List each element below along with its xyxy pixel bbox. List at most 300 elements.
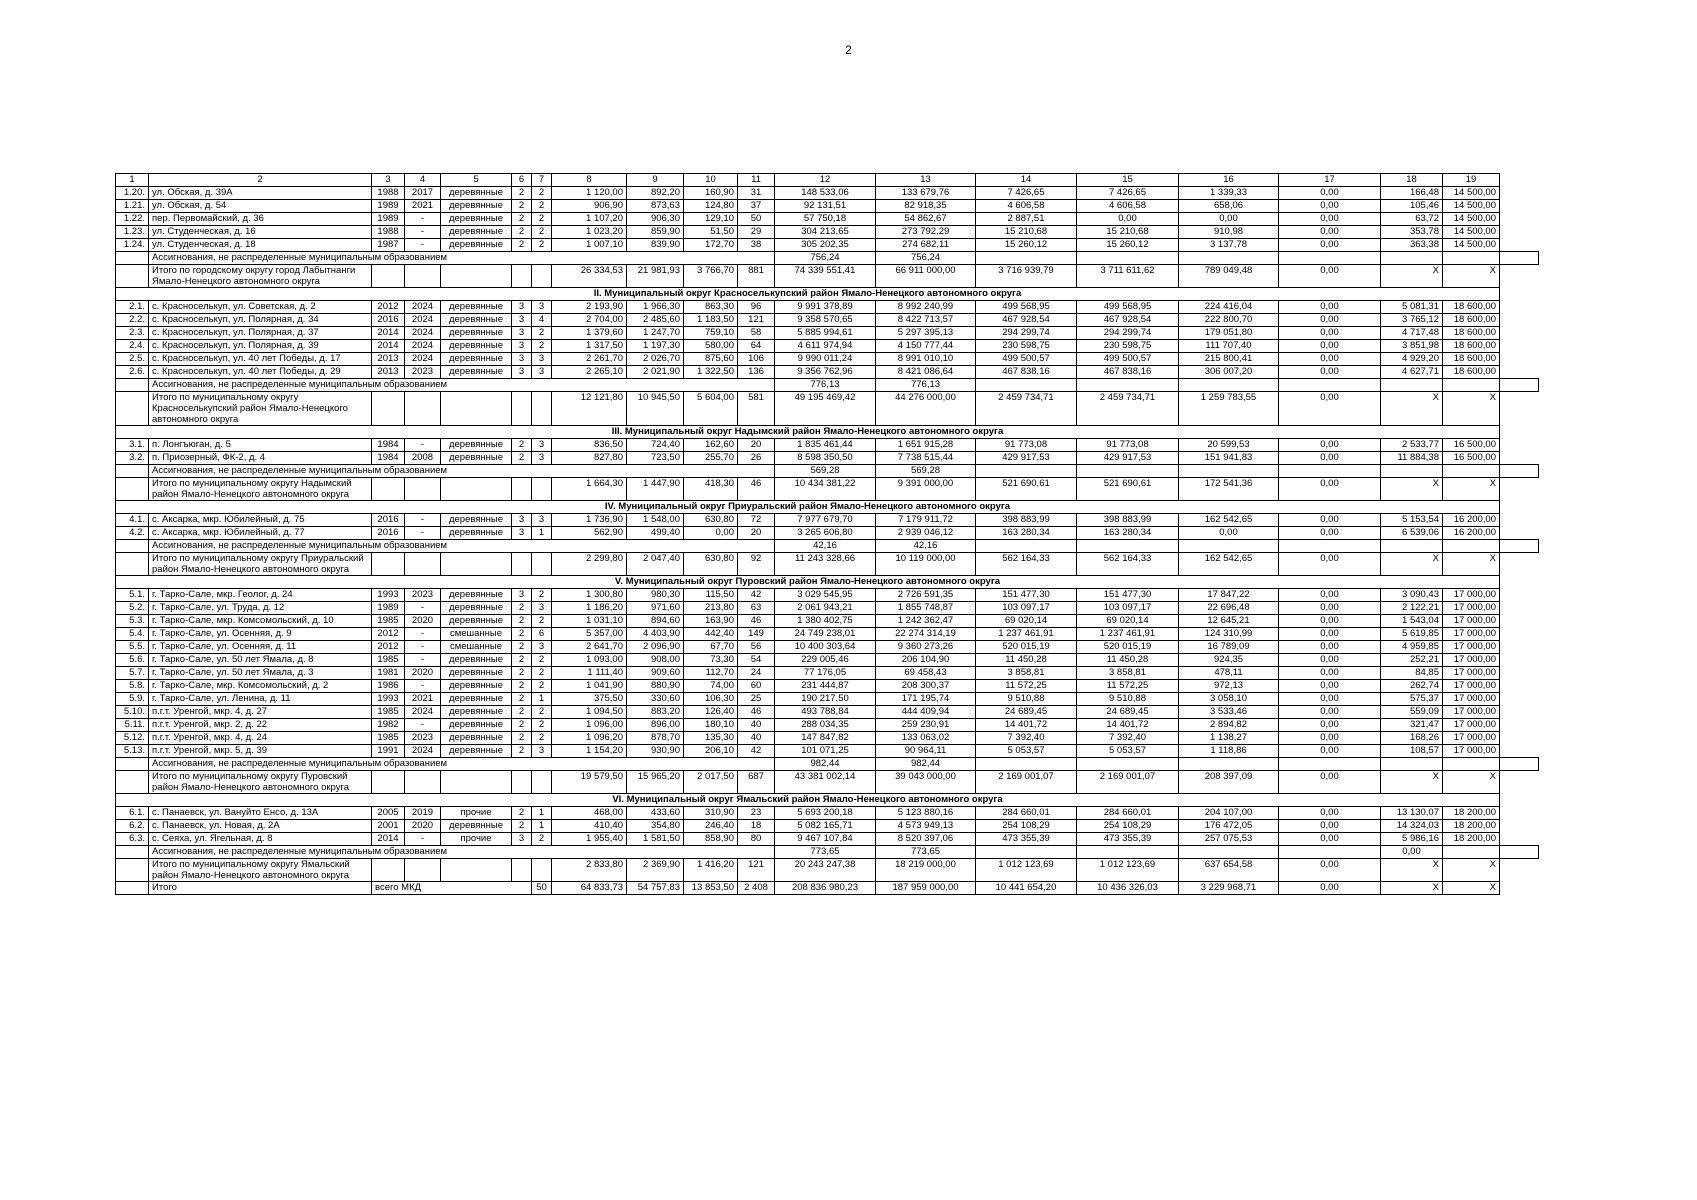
table-cell: 971,60	[627, 602, 684, 615]
table-cell: 2	[532, 833, 552, 846]
table-cell: 31	[738, 187, 775, 200]
table-cell: 2	[512, 680, 532, 693]
section-title: V. Муниципальный округ Пуровский район Ямало-Ненецкого автономного округа	[116, 576, 1500, 589]
subtotal-cell: 3 766,70	[684, 265, 738, 288]
table-cell: 17 000,00	[1443, 706, 1500, 719]
table-cell: 2	[512, 602, 532, 615]
table-row	[116, 514, 1539, 527]
table-cell: 499 500,57	[976, 353, 1077, 366]
column-number-header: 12	[775, 174, 876, 187]
table-cell: 2.2.	[116, 314, 149, 327]
table-cell: 10 400 303,64	[775, 641, 876, 654]
table-cell: 4 929,20	[1381, 353, 1443, 366]
table-cell: 42	[738, 745, 775, 758]
table-cell: пер. Первомайский, д. 36	[149, 213, 372, 226]
table-cell: 91 773,08	[1077, 439, 1179, 452]
table-cell: 5.5.	[116, 641, 149, 654]
table-cell	[441, 265, 512, 288]
table-cell: 22 696,48	[1179, 602, 1279, 615]
table-cell: 1 237 461,91	[976, 628, 1077, 641]
table-cell: деревянные	[441, 353, 512, 366]
table-cell	[1279, 252, 1381, 265]
table-cell: 467 928,54	[1077, 314, 1179, 327]
table-cell: 2023	[405, 366, 441, 379]
table-cell: 0,00	[1279, 602, 1381, 615]
table-cell: 64	[738, 340, 775, 353]
table-row	[116, 745, 1539, 758]
subtotal-label: Итого по городскому округу город Лабытнанги Ямало-Ненецкого автономного округа	[149, 265, 372, 288]
housing-program-table	[115, 173, 1539, 895]
table-cell: 1.23.	[116, 226, 149, 239]
table-cell: 1 031,10	[552, 615, 627, 628]
section-title-row	[116, 794, 1539, 807]
table-cell: 1981	[372, 667, 405, 680]
table-cell: 80	[738, 833, 775, 846]
table-row	[116, 706, 1539, 719]
table-cell: 3	[512, 366, 532, 379]
table-cell: 0,00	[1279, 213, 1381, 226]
table-cell: 206 104,90	[876, 654, 976, 667]
unallocated-appropriations-row	[116, 540, 1539, 553]
table-cell: 3	[532, 353, 552, 366]
table-cell: деревянные	[441, 602, 512, 615]
table-cell	[976, 846, 1077, 859]
table-cell: 5.13.	[116, 745, 149, 758]
table-cell: 2017	[405, 187, 441, 200]
table-cell: с. Панаевск, ул. Новая, д. 2А	[149, 820, 372, 833]
table-cell	[1500, 252, 1539, 265]
section-title: IV. Муниципальный округ Приуральский район Ямало-Ненецкого автономного округа	[116, 501, 1500, 514]
table-cell: 7 426,65	[976, 187, 1077, 200]
table-cell: 773,65	[775, 846, 876, 859]
table-cell	[441, 859, 512, 882]
table-cell: 58	[738, 327, 775, 340]
table-cell: деревянные	[441, 820, 512, 833]
table-cell	[116, 758, 149, 771]
table-cell: с. Красноселькуп, ул. 40 лет Победы, д. 29	[149, 366, 372, 379]
table-cell: деревянные	[441, 327, 512, 340]
subtotal-cell: Х	[1443, 392, 1500, 426]
document-table-container	[115, 173, 1539, 895]
table-cell: 9 991 378,89	[775, 301, 876, 314]
table-cell: 8 421 086,64	[876, 366, 976, 379]
table-cell: 72	[738, 514, 775, 527]
table-cell: с. Красноселькуп, ул. 40 лет Победы, д. 17	[149, 353, 372, 366]
table-cell: г. Тарко-Сале, ул. Ленина, д. 11	[149, 693, 372, 706]
table-cell: 863,30	[684, 301, 738, 314]
table-cell: 1989	[372, 213, 405, 226]
table-cell: 18 600,00	[1443, 340, 1500, 353]
unallocated-appropriations-label: Ассигнования, не распределенные муниципальным образованием	[149, 540, 775, 553]
table-cell: 18 600,00	[1443, 353, 1500, 366]
table-cell: 24 689,45	[1077, 706, 1179, 719]
table-cell	[976, 540, 1077, 553]
subtotal-cell: 0,00	[1279, 265, 1381, 288]
table-cell: 2 122,21	[1381, 602, 1443, 615]
table-cell: 168,26	[1381, 732, 1443, 745]
subtotal-row	[116, 392, 1539, 426]
table-cell: 321,47	[1381, 719, 1443, 732]
table-cell: 2	[532, 706, 552, 719]
table-cell: 1 317,50	[552, 340, 627, 353]
table-cell	[1279, 465, 1381, 478]
table-cell: 3.2.	[116, 452, 149, 465]
subtotal-cell: 3 716 939,79	[976, 265, 1077, 288]
table-cell: 0,00	[1279, 641, 1381, 654]
table-cell: 1	[532, 807, 552, 820]
table-cell: 4 959,85	[1381, 641, 1443, 654]
table-cell: 1991	[372, 745, 405, 758]
table-cell: с. Панаевск, ул. Вануйто Енсо, д. 13А	[149, 807, 372, 820]
table-cell: 2	[512, 452, 532, 465]
table-cell: 2	[532, 732, 552, 745]
table-cell	[1381, 252, 1443, 265]
table-cell: 106,30	[684, 693, 738, 706]
table-cell: 17 000,00	[1443, 654, 1500, 667]
table-cell	[532, 553, 552, 576]
table-cell	[372, 265, 405, 288]
table-cell: 1 300,80	[552, 589, 627, 602]
table-cell: 252,21	[1381, 654, 1443, 667]
table-cell: 14 401,72	[1077, 719, 1179, 732]
table-cell: г. Тарко-Сале, мкр. Комсомольский, д. 2	[149, 680, 372, 693]
table-cell: 1 380 402,75	[775, 615, 876, 628]
table-cell: 112,70	[684, 667, 738, 680]
table-cell: 2 641,70	[552, 641, 627, 654]
table-cell	[441, 478, 512, 501]
table-cell: 180,10	[684, 719, 738, 732]
column-number-header: 8	[552, 174, 627, 187]
table-cell: ул. Обская, д. 54	[149, 200, 372, 213]
table-cell: 6.2.	[116, 820, 149, 833]
table-cell: 0,00	[1279, 439, 1381, 452]
table-cell: деревянные	[441, 187, 512, 200]
table-cell: 3 137,78	[1179, 239, 1279, 252]
table-cell	[116, 859, 149, 882]
table-row	[116, 602, 1539, 615]
subtotal-cell: 2 459 734,71	[976, 392, 1077, 426]
table-cell: 18 200,00	[1443, 833, 1500, 846]
subtotal-row	[116, 553, 1539, 576]
table-cell: 827,80	[552, 452, 627, 465]
table-cell: 273 792,29	[876, 226, 976, 239]
table-cell: 5 082 165,71	[775, 820, 876, 833]
subtotal-label: Итого по муниципальному округу Красноселькупский район Ямало-Ненецкого автономного округа	[149, 392, 372, 426]
table-cell: 3	[532, 602, 552, 615]
table-cell: 2	[532, 187, 552, 200]
table-cell: 0,00	[1279, 615, 1381, 628]
table-cell: 0,00	[1279, 200, 1381, 213]
subtotal-cell: 10 945,50	[627, 392, 684, 426]
table-cell: 2020	[405, 667, 441, 680]
table-cell	[116, 553, 149, 576]
grand-total-cell: 54 757,83	[627, 882, 684, 895]
table-cell	[532, 859, 552, 882]
table-cell: 444 409,94	[876, 706, 976, 719]
table-cell: 16 200,00	[1443, 527, 1500, 540]
table-cell: прочие	[441, 833, 512, 846]
table-row	[116, 654, 1539, 667]
table-cell: 40	[738, 732, 775, 745]
table-cell: 4.1.	[116, 514, 149, 527]
table-cell: 0,00	[1279, 693, 1381, 706]
table-cell: 74,00	[684, 680, 738, 693]
table-cell: 3 765,12	[1381, 314, 1443, 327]
subtotal-cell: 562 164,33	[1077, 553, 1179, 576]
table-cell: 2	[512, 654, 532, 667]
table-cell: 5.9.	[116, 693, 149, 706]
unallocated-appropriations-row	[116, 252, 1539, 265]
table-cell	[1443, 379, 1500, 392]
table-cell: 2	[512, 693, 532, 706]
table-row	[116, 667, 1539, 680]
table-cell: 1 966,30	[627, 301, 684, 314]
table-cell: 126,40	[684, 706, 738, 719]
table-cell	[372, 478, 405, 501]
table-row	[116, 200, 1539, 213]
table-cell: 1 111,40	[552, 667, 627, 680]
table-row	[116, 641, 1539, 654]
table-cell: 15 260,12	[976, 239, 1077, 252]
table-cell: деревянные	[441, 732, 512, 745]
column-number-header: 4	[405, 174, 441, 187]
table-cell: 16 789,09	[1179, 641, 1279, 654]
table-cell: п. Приозерный, ФК-2, д. 4	[149, 452, 372, 465]
table-cell: 7 179 911,72	[876, 514, 976, 527]
table-cell	[1077, 465, 1179, 478]
table-cell	[1381, 379, 1443, 392]
column-number-header: 11	[738, 174, 775, 187]
table-cell: 839,90	[627, 239, 684, 252]
table-cell: 1	[532, 820, 552, 833]
table-cell: 1 120,00	[552, 187, 627, 200]
table-cell: 162,60	[684, 439, 738, 452]
table-cell: деревянные	[441, 213, 512, 226]
table-cell: 7 392,40	[976, 732, 1077, 745]
table-cell: прочие	[441, 807, 512, 820]
section-title: III. Муниципальный округ Надымский район Ямало-Ненецкого автономного округа	[116, 426, 1500, 439]
table-cell: 11 572,25	[1077, 680, 1179, 693]
table-cell: 2	[532, 680, 552, 693]
table-cell: деревянные	[441, 239, 512, 252]
subtotal-cell: Х	[1443, 478, 1500, 501]
table-cell: 658,06	[1179, 200, 1279, 213]
table-cell: 121	[738, 314, 775, 327]
table-row	[116, 239, 1539, 252]
table-cell: 18 200,00	[1443, 807, 1500, 820]
subtotal-cell: 1 259 783,55	[1179, 392, 1279, 426]
subtotal-cell: 12 121,80	[552, 392, 627, 426]
table-cell: 3	[512, 589, 532, 602]
subtotal-cell: 92	[738, 553, 775, 576]
table-cell: 133 679,76	[876, 187, 976, 200]
table-cell: с. Красноселькуп, ул. Полярная, д. 37	[149, 327, 372, 340]
table-cell	[532, 771, 552, 794]
table-cell: 2 193,90	[552, 301, 627, 314]
grand-total-cell: 2 408	[738, 882, 775, 895]
subtotal-cell: 11 243 328,66	[775, 553, 876, 576]
table-cell: 5.2.	[116, 602, 149, 615]
table-cell: 972,13	[1179, 680, 1279, 693]
section-title-row	[116, 501, 1539, 514]
subtotal-cell: 1 447,90	[627, 478, 684, 501]
table-cell: 2	[532, 327, 552, 340]
table-cell: г. Тарко-Сале, ул. Труда, д. 12	[149, 602, 372, 615]
grand-total-cell: Х	[1443, 882, 1500, 895]
table-cell	[441, 392, 512, 426]
table-cell: 54 862,67	[876, 213, 976, 226]
table-cell: 1 855 748,87	[876, 602, 976, 615]
table-cell: 2	[512, 706, 532, 719]
table-cell: 1 186,20	[552, 602, 627, 615]
table-cell: деревянные	[441, 667, 512, 680]
table-cell: 1989	[372, 200, 405, 213]
table-row	[116, 719, 1539, 732]
section-title-row	[116, 288, 1539, 301]
table-cell	[372, 859, 405, 882]
table-cell: 0,00	[1279, 654, 1381, 667]
section-title: II. Муниципальный округ Красноселькупский район Ямало-Ненецкого автономного округа	[116, 288, 1500, 301]
table-cell	[441, 553, 512, 576]
subtotal-cell: 39 043 000,00	[876, 771, 976, 794]
subtotal-cell: 1 012 123,69	[1077, 859, 1179, 882]
table-cell: 0,00	[1279, 807, 1381, 820]
table-cell: 2	[532, 719, 552, 732]
table-cell: 2024	[405, 301, 441, 314]
table-cell: 0,00	[1279, 301, 1381, 314]
table-cell: 206,10	[684, 745, 738, 758]
table-cell	[1279, 540, 1381, 553]
table-cell: 162 542,65	[1179, 514, 1279, 527]
table-cell: 2	[512, 732, 532, 745]
table-cell: 724,40	[627, 439, 684, 452]
table-cell: 0,00	[1279, 366, 1381, 379]
subtotal-cell: 9 391 000,00	[876, 478, 976, 501]
table-cell: 56	[738, 641, 775, 654]
table-cell: деревянные	[441, 654, 512, 667]
table-cell: 2 261,70	[552, 353, 627, 366]
table-cell: с. Сеяха, ул. Ягельная, д. 8	[149, 833, 372, 846]
table-cell: 0,00	[1279, 187, 1381, 200]
table-cell: 1 007,10	[552, 239, 627, 252]
table-cell: 1 651 915,28	[876, 439, 976, 452]
table-cell: 1985	[372, 706, 405, 719]
table-cell: 163,90	[684, 615, 738, 628]
subtotal-cell: 881	[738, 265, 775, 288]
table-cell: 96	[738, 301, 775, 314]
table-cell: 0,00	[1077, 213, 1179, 226]
table-cell	[405, 265, 441, 288]
table-row	[116, 628, 1539, 641]
table-cell: 8 991 010,10	[876, 353, 976, 366]
table-cell: 2001	[372, 820, 405, 833]
table-cell: 5 986,16	[1381, 833, 1443, 846]
table-cell: 163 280,34	[976, 527, 1077, 540]
subtotal-cell: 20 243 247,38	[775, 859, 876, 882]
table-cell: 46	[738, 706, 775, 719]
table-cell: 1 247,70	[627, 327, 684, 340]
table-cell: 2005	[372, 807, 405, 820]
table-cell: 305 202,35	[775, 239, 876, 252]
table-cell: 5 297 395,13	[876, 327, 976, 340]
column-number-header-row	[116, 174, 1539, 187]
table-cell: 468,00	[552, 807, 627, 820]
table-cell: 17 000,00	[1443, 615, 1500, 628]
subtotal-cell: Х	[1443, 859, 1500, 882]
table-cell: 2	[512, 745, 532, 758]
table-cell: 3	[532, 514, 552, 527]
table-cell: 24	[738, 667, 775, 680]
table-cell: 569,28	[876, 465, 976, 478]
table-cell: 2	[532, 589, 552, 602]
table-cell: 756,24	[775, 252, 876, 265]
subtotal-cell: 46	[738, 478, 775, 501]
table-cell	[1179, 758, 1279, 771]
table-cell: 499 500,57	[1077, 353, 1179, 366]
table-cell: 12 645,21	[1179, 615, 1279, 628]
column-number-header: 9	[627, 174, 684, 187]
table-cell: 5.7.	[116, 667, 149, 680]
table-cell: 284 660,01	[1077, 807, 1179, 820]
table-cell	[1443, 465, 1500, 478]
table-cell: 1 107,20	[552, 213, 627, 226]
table-cell: 1.20.	[116, 187, 149, 200]
table-cell: 147 847,82	[775, 732, 876, 745]
table-cell	[976, 758, 1077, 771]
table-cell: 873,63	[627, 200, 684, 213]
table-cell: 0,00	[1279, 732, 1381, 745]
table-cell: 894,60	[627, 615, 684, 628]
table-cell	[1179, 465, 1279, 478]
table-cell: 1 736,90	[552, 514, 627, 527]
table-cell: ул. Студенческая, д. 18	[149, 239, 372, 252]
table-cell: 14 401,72	[976, 719, 1077, 732]
table-cell: 0,00	[684, 527, 738, 540]
table-cell	[512, 265, 532, 288]
table-cell: 2 726 591,35	[876, 589, 976, 602]
table-row	[116, 820, 1539, 833]
table-cell: 0,00	[1381, 846, 1443, 859]
unallocated-appropriations-label: Ассигнования, не распределенные муниципальным образованием	[149, 252, 775, 265]
subtotal-cell: Х	[1381, 771, 1443, 794]
table-cell: 22 274 314,19	[876, 628, 976, 641]
table-cell: 354,80	[627, 820, 684, 833]
table-cell: 499,40	[627, 527, 684, 540]
table-cell: 2	[512, 187, 532, 200]
table-cell	[405, 478, 441, 501]
table-cell: 11 450,28	[1077, 654, 1179, 667]
table-cell	[1077, 846, 1179, 859]
subtotal-cell: 521 690,61	[1077, 478, 1179, 501]
table-cell: 2012	[372, 301, 405, 314]
subtotal-cell: Х	[1381, 478, 1443, 501]
table-cell: 231 444,87	[775, 680, 876, 693]
table-cell: 105,46	[1381, 200, 1443, 213]
table-cell	[512, 859, 532, 882]
table-cell: 7 738 515,44	[876, 452, 976, 465]
subtotal-cell: Х	[1443, 265, 1500, 288]
table-cell: -	[405, 641, 441, 654]
table-cell: ул. Обская, д. 39А	[149, 187, 372, 200]
table-cell: 17 000,00	[1443, 732, 1500, 745]
table-cell: 14 324,03	[1381, 820, 1443, 833]
table-cell: 1987	[372, 239, 405, 252]
subtotal-cell: 1 416,20	[684, 859, 738, 882]
table-cell: 7 392,40	[1077, 732, 1179, 745]
table-cell: 288 034,35	[775, 719, 876, 732]
subtotal-cell: 19 579,50	[552, 771, 627, 794]
subtotal-cell: 43 381 002,14	[775, 771, 876, 794]
